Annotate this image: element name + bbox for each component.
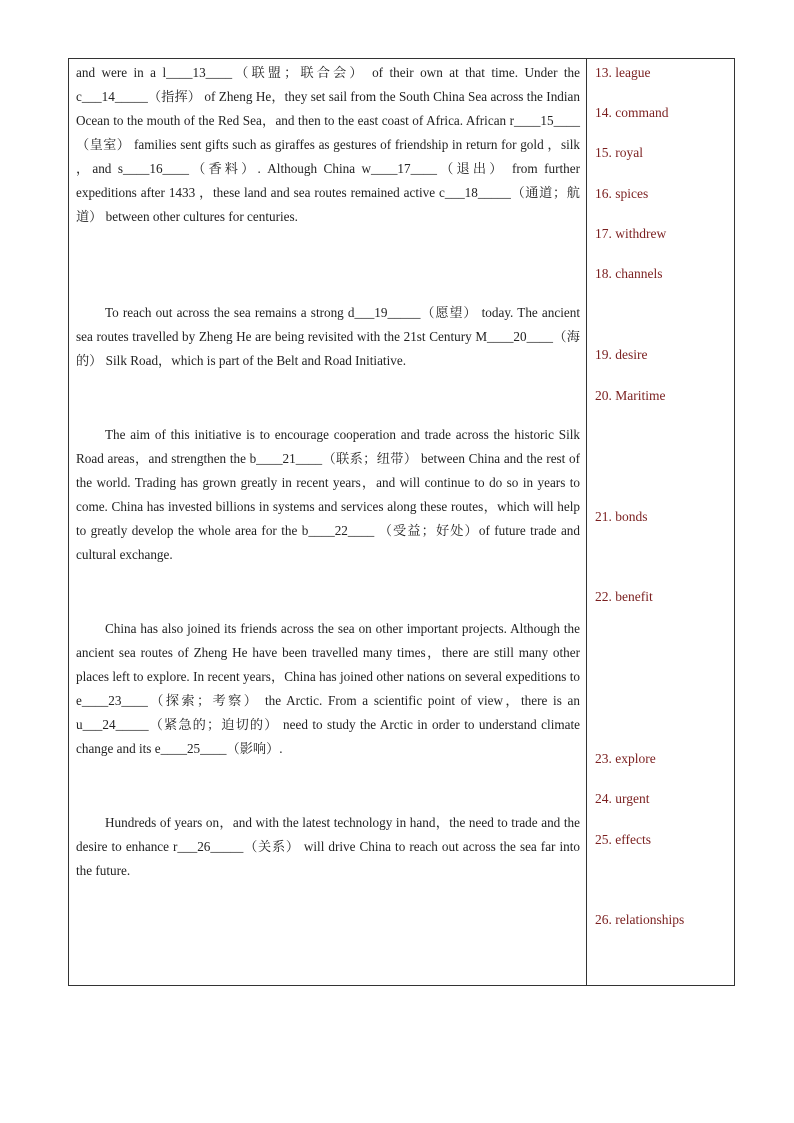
answer-20: 20. Maritime bbox=[595, 388, 666, 403]
answer-15: 15. royal bbox=[595, 145, 643, 160]
answer-19: 19. desire bbox=[595, 347, 648, 362]
paragraph-1-text: and were in a l____13____（联盟；联合会） of their own at that time. Under the c___14_____（指挥） of Zheng He，they set sail from the South China Sea across the Indian Ocean to the mouth of the Red Sea，and then to the east coast of Africa. African r____15____（皇室） families sent gifts such as giraffes as gestures of friendship in return for gold ，silk ，and s____16____（香料）. Although China w____17____（退出） from further expeditions after 1433 ，these land and sea routes remained active c___18_____（通道；航道） between other cultures for centuries. bbox=[76, 65, 580, 224]
column-divider bbox=[586, 59, 587, 985]
answer-25: 25. effects bbox=[595, 832, 651, 847]
paragraph-2-text: To reach out across the sea remains a strong d___19_____（愿望） today. The ancient sea routes travelled by Zheng He are being revisited with the 21st Century M____20____（海的） Silk Road，which is part of the Belt and Road Initiative. bbox=[76, 305, 580, 368]
paragraph-3 bbox=[76, 423, 580, 567]
answer-23: 23. explore bbox=[595, 751, 656, 766]
answer-21: 21. bonds bbox=[595, 509, 648, 524]
exercise-table bbox=[68, 58, 735, 986]
answer-13: 13. league bbox=[595, 65, 651, 80]
paragraph-4 bbox=[76, 617, 580, 761]
answer-16: 16. spices bbox=[595, 186, 649, 201]
answer-18: 18. channels bbox=[595, 266, 663, 281]
answer-26: 26. relationships bbox=[595, 912, 685, 927]
paragraph-5 bbox=[76, 811, 580, 883]
paragraph-3-text: The aim of this initiative is to encourage cooperation and trade across the historic Silk Road areas，and strengthen the b____21____（联系；纽带） between China and the rest of the world. Trading has grown greatly in recent years，and will continue to do so in years to come. China has invested billions in systems and services along these routes，which will help to greatly develop the whole area for the b____22____ （受益；好处）of future trade and cultural exchange. bbox=[76, 427, 580, 562]
answer-22: 22. benefit bbox=[595, 589, 653, 604]
paragraph-5-text: Hundreds of years on，and with the latest technology in hand，the need to trade and the desire to enhance r___26_____（关系） will drive China to reach out across the sea far into the future. bbox=[76, 815, 580, 878]
answer-24: 24. urgent bbox=[595, 791, 650, 806]
answer-17: 17. withdrew bbox=[595, 226, 667, 241]
paragraph-2 bbox=[76, 301, 580, 373]
paragraph-1 bbox=[76, 61, 580, 229]
paragraph-4-text: China has also joined its friends across the sea on other important projects. Although the ancient sea routes of Zheng He have been travelled many times，there are still many other places left to explore. In recent years，China has joined other nations on several expeditions to e____23____（探索；考察） the Arctic. From a scientific point of view，there is an u___24_____（紧急的；迫切的） need to study the Arctic in order to understand climate change and its e____25____（影响）. bbox=[76, 621, 580, 756]
answer-14: 14. command bbox=[595, 105, 669, 120]
